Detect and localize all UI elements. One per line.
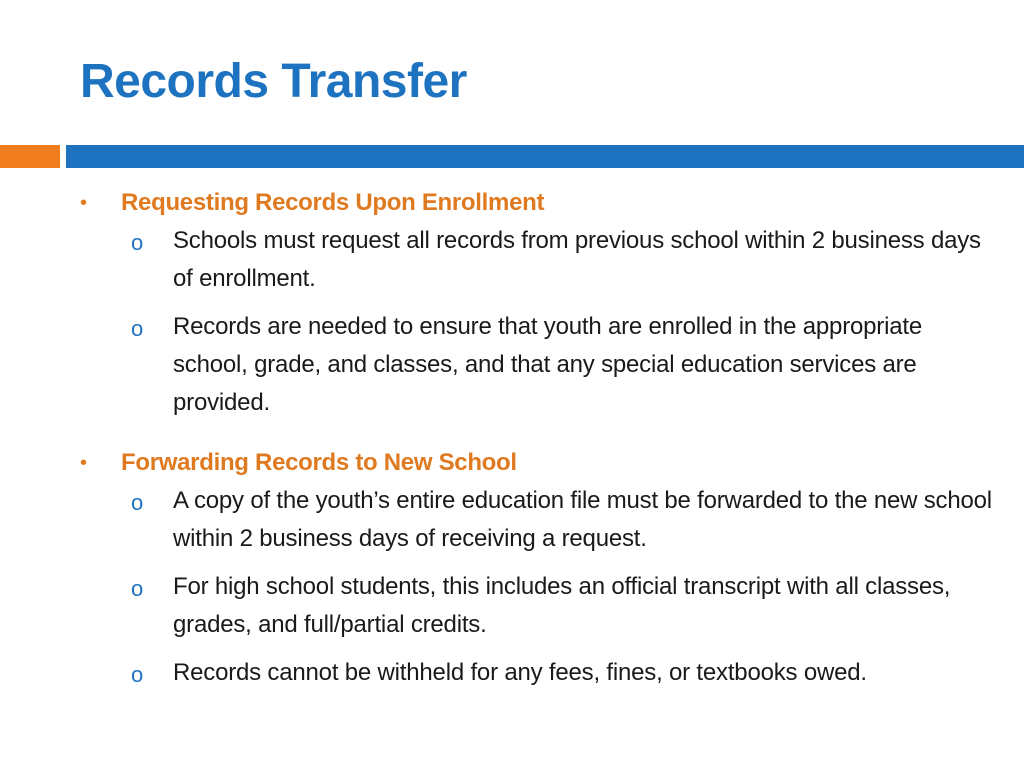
section-heading-row — [0, 446, 1024, 482]
section-heading: Forwarding Records to New School — [121, 449, 517, 476]
list-item — [0, 222, 1024, 298]
circle-bullet-icon: o — [131, 316, 144, 341]
accent-bar — [0, 145, 60, 168]
list-item-text: Schools must request all records from previous school within 2 business days of enrollment. — [173, 227, 981, 292]
list-item-text: Records cannot be withheld for any fees, fines, or textbooks owed. — [173, 659, 867, 686]
list-item — [0, 482, 1024, 558]
list-item — [0, 568, 1024, 644]
section-forwarding-records — [0, 446, 1024, 692]
page-title: Records Transfer — [80, 55, 467, 108]
circle-bullet-icon: o — [131, 490, 144, 515]
section-requesting-records — [0, 186, 1024, 422]
circle-bullet-icon: o — [131, 576, 144, 601]
list-item — [0, 308, 1024, 422]
section-heading: Requesting Records Upon Enrollment — [121, 189, 545, 216]
list-item-text: For high school students, this includes an official transcript with all classes, grades, and full/partial credits. — [173, 573, 951, 638]
circle-bullet-icon: o — [131, 662, 144, 687]
bullet-icon: • — [80, 452, 88, 474]
list-item — [0, 654, 1024, 692]
list-item-text: Records are needed to ensure that youth are enrolled in the appropriate school, grade, and classes, and that any special education services are provided. — [173, 313, 922, 416]
header-divider-bar — [66, 145, 1024, 168]
section-heading-row — [0, 186, 1024, 222]
bullet-icon: • — [80, 192, 88, 214]
circle-bullet-icon: o — [131, 230, 144, 255]
slide-content — [0, 186, 1024, 702]
list-item-text: A copy of the youth’s entire education file must be forwarded to the new school within 2 business days of receiving a request. — [173, 487, 992, 552]
